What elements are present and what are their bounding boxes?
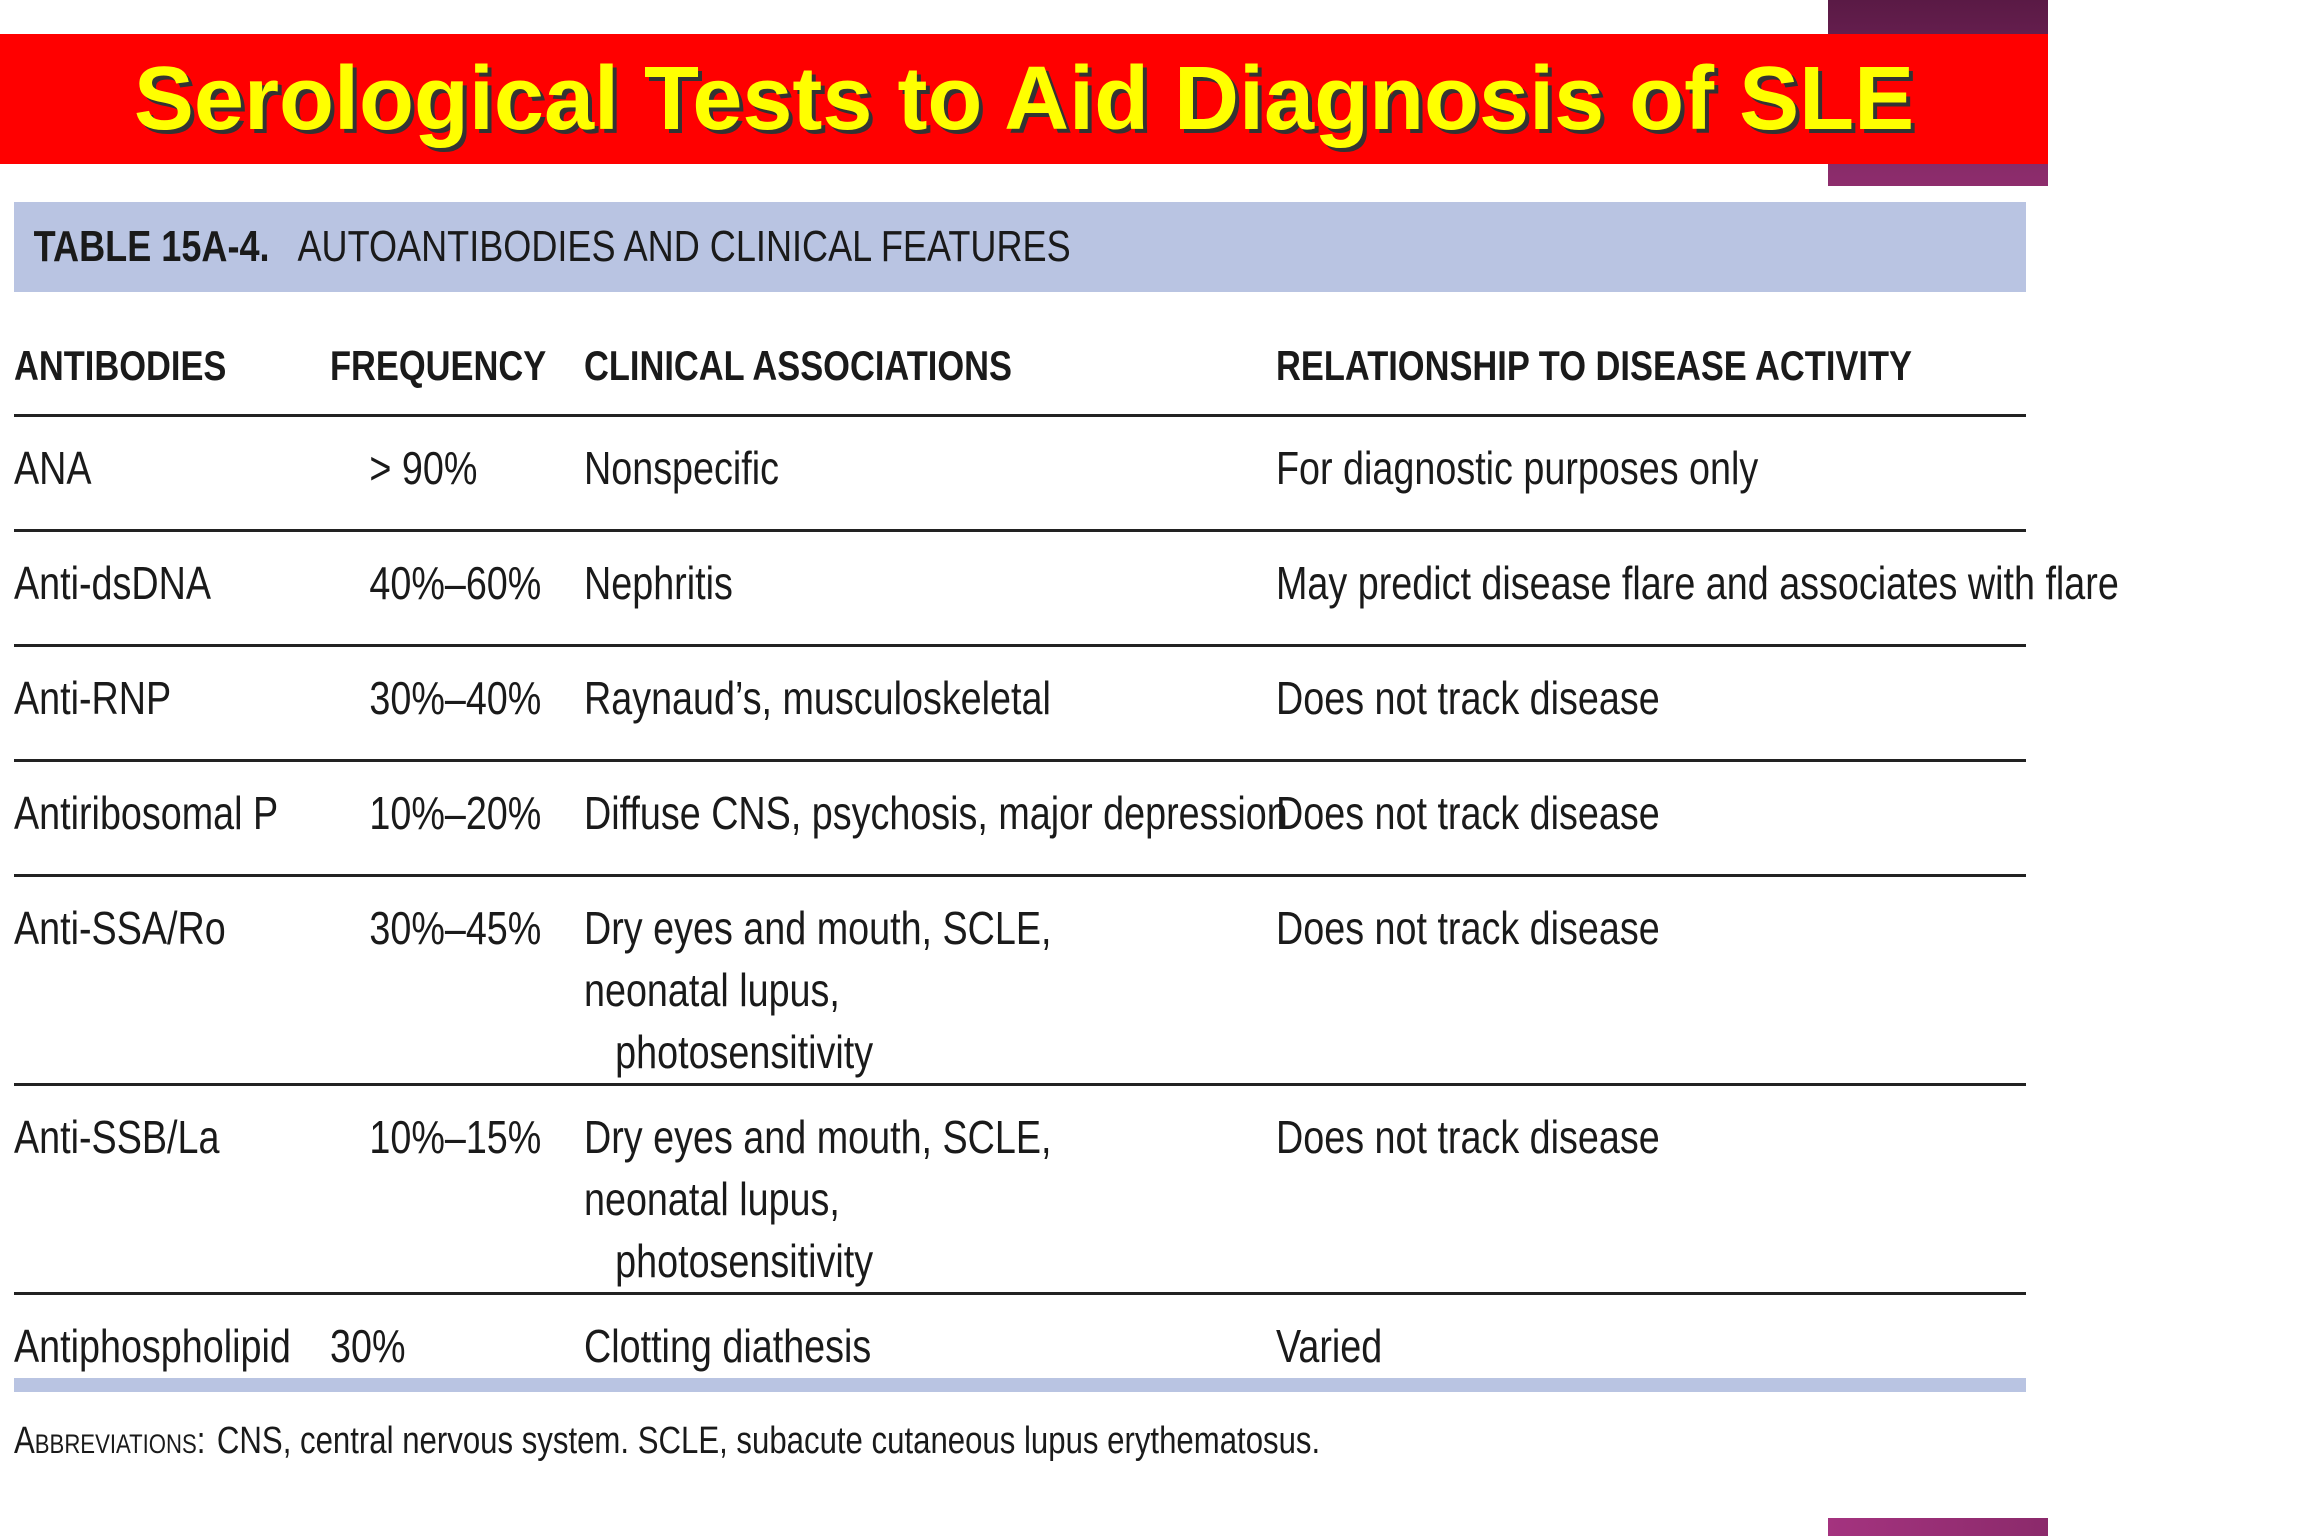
table-row: [14, 531, 2026, 646]
cell-antibody: Anti-SSA/Ro: [14, 876, 330, 1085]
cell-frequency: > 90%: [330, 416, 584, 531]
cell-relationship: May predict disease flare and associates with flare: [1276, 531, 2026, 646]
table-number: TABLE 15A-4.: [33, 222, 270, 271]
slide-title: Serological Tests to Aid Diagnosis of SLE: [133, 49, 1915, 149]
clinical-line-1: Dry eyes and mouth, SCLE, neonatal lupus,: [584, 902, 1052, 1016]
header-antibodies: ANTIBODIES: [14, 318, 330, 416]
cell-frequency: 30%–45%: [330, 876, 584, 1085]
table-bottom-rule: [14, 1378, 2026, 1392]
cell-clinical: Raynaud’s, musculoskeletal: [584, 646, 1276, 761]
table-header-row: [14, 318, 2026, 416]
footnote-label: Abbreviations:: [14, 1420, 206, 1462]
cell-clinical: Nephritis: [584, 531, 1276, 646]
cell-frequency: 10%–15%: [330, 1085, 584, 1294]
cell-clinical: [584, 1085, 1276, 1294]
table-title: AUTOANTIBODIES AND CLINICAL FEATURES: [297, 222, 1071, 271]
cell-relationship: Does not track disease: [1276, 761, 2026, 876]
cell-frequency: 30%: [330, 1320, 406, 1372]
cell-relationship: Varied: [1276, 1320, 1383, 1372]
clinical-line-1: Dry eyes and mouth, SCLE, neonatal lupus,: [584, 1111, 1052, 1225]
header-frequency: FREQUENCY: [330, 318, 584, 416]
cell-relationship: For diagnostic purposes only: [1276, 416, 2026, 531]
cell-frequency: 40%–60%: [330, 531, 584, 646]
cell-relationship: Does not track disease: [1276, 876, 2026, 1085]
cell-clinical: Diffuse CNS, psychosis, major depression: [584, 761, 1276, 876]
clinical-line-2: photosensitivity: [615, 1026, 874, 1078]
table-caption: [14, 202, 1071, 292]
table-row: [14, 761, 2026, 876]
table-row: [14, 416, 2026, 531]
cell-antibody: ANA: [14, 416, 330, 531]
cell-antibody: Antiphospholipid: [14, 1320, 291, 1372]
table-row: [14, 1085, 2026, 1294]
cell-relationship: Does not track disease: [1276, 646, 2026, 761]
abbreviations-footnote: [14, 1420, 1607, 1463]
cell-clinical: Clotting diathesis: [584, 1320, 872, 1372]
header-relationship: RELATIONSHIP TO DISEASE ACTIVITY: [1276, 318, 2026, 416]
cell-clinical: [584, 876, 1276, 1085]
cell-frequency: 30%–40%: [330, 646, 584, 761]
table-row: [14, 646, 2026, 761]
table-caption-banner: [14, 202, 2026, 292]
table-row: [14, 876, 2026, 1085]
footnote-text: CNS, central nervous system. SCLE, subacute cutaneous lupus erythematosus.: [216, 1420, 1321, 1462]
cell-antibody: Anti-dsDNA: [14, 531, 330, 646]
cell-clinical: Nonspecific: [584, 416, 1276, 531]
cell-antibody: Antiribosomal P: [14, 761, 330, 876]
cell-frequency: 10%–20%: [330, 761, 584, 876]
header-clinical-associations: CLINICAL ASSOCIATIONS: [584, 318, 1276, 416]
autoantibodies-table: [14, 318, 2119, 1409]
clinical-line-2: photosensitivity: [615, 1235, 874, 1287]
cell-antibody: Anti-SSB/La: [14, 1085, 330, 1294]
cell-relationship: Does not track disease: [1276, 1085, 2026, 1294]
corner-accent-bottom: [1828, 1518, 2048, 1536]
cell-antibody: Anti-RNP: [14, 646, 330, 761]
